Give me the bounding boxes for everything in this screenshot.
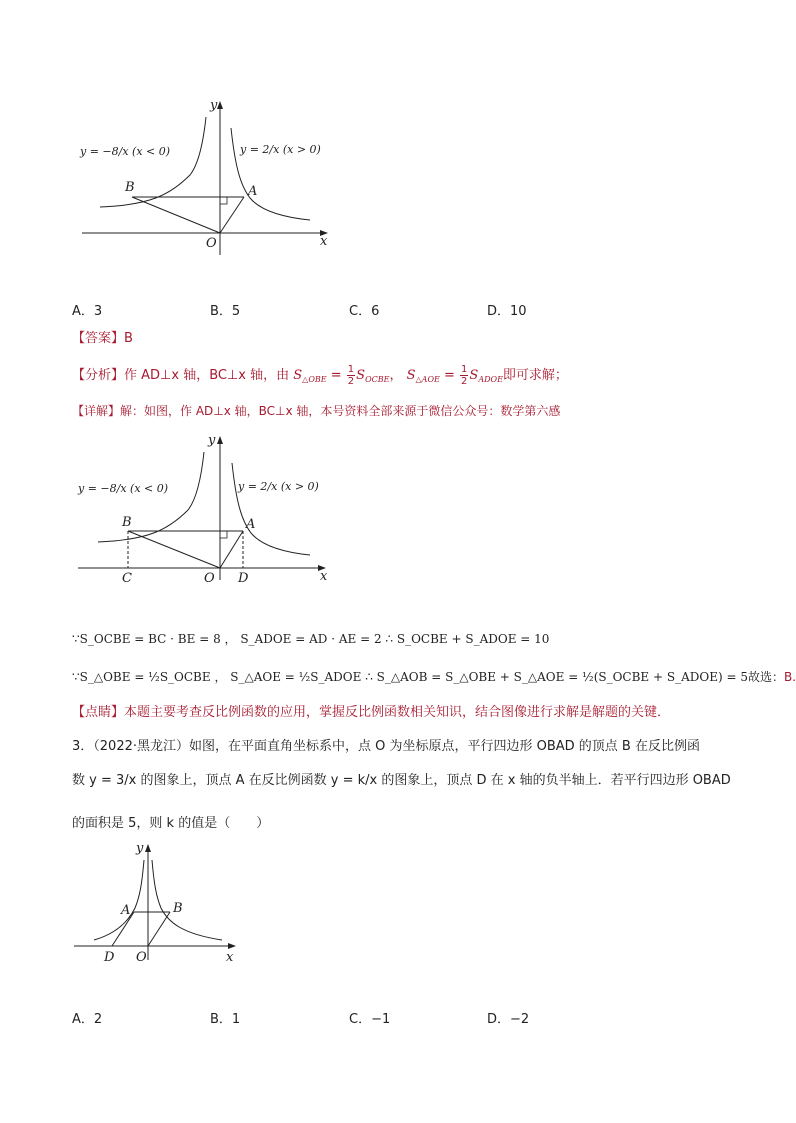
analysis-line: 【分析】作 AD⊥x 轴，BC⊥x 轴，由 $S_{\triangle OBE}$ = $\frac{1}{2}$ $S_{OCBE}$， $S_{\triangle AOE}$ = $\frac{1}{2}$ $S_{ADOE}$即可求解； <box>72 364 568 387</box>
solution-line-1-text: ∵S_OCBE = BC · BE = 8 ， S_ADOE = AD · AE = 2 ∴ S_OCBE + S_ADOE = 10 <box>72 632 550 646</box>
point-a-label: A <box>121 903 131 918</box>
y-axis-label: y <box>208 433 216 448</box>
answer-tag: 【答案】 <box>72 331 125 346</box>
y-axis-arrow <box>217 436 223 444</box>
solution-line-2-text: ∵S_△OBE = ½S_OCBE ， S_△AOE = ½S_ADOE ∴ S_△AOB = S_△OBE + S_△AOE = ½(S_OCBE + S_ADOE) = 5 <box>72 670 748 684</box>
q2-option-a[interactable]: A．3 <box>72 304 103 319</box>
comment-line <box>72 704 670 722</box>
point-d-label: D <box>238 571 249 586</box>
x-axis-label: x <box>226 950 234 965</box>
q3-option-b[interactable]: B．1 <box>210 1012 241 1027</box>
x-axis-arrow <box>228 943 236 949</box>
figure-1 <box>70 95 340 260</box>
segment-ao <box>220 197 244 233</box>
answer-line <box>72 330 133 348</box>
detail-text: 解：如图，作 AD⊥x 轴，BC⊥x 轴，本号资料全部来源于微信公众号：数学第六感 <box>120 404 561 418</box>
solution-choice: B. <box>784 670 796 684</box>
y-axis-arrow <box>145 844 151 852</box>
right-hyperbola <box>152 860 222 940</box>
left-curve-label: y = −8/x (x < 0) <box>80 145 171 158</box>
right-hyperbola <box>231 128 310 220</box>
right-angle-mark <box>220 197 227 204</box>
answer-value: B <box>124 331 133 346</box>
right-curve-label: y = 2/x (x > 0) <box>238 480 319 493</box>
segment-bo <box>148 912 170 946</box>
x-axis-label: x <box>320 234 328 249</box>
point-b-label: B <box>125 180 135 195</box>
solution-line-1 <box>72 630 549 648</box>
y-axis-label: y <box>210 98 218 113</box>
point-c-label: C <box>122 571 132 586</box>
point-d-label: D <box>104 950 115 965</box>
analysis-eq2-rhs-sub: ADOE <box>478 375 503 384</box>
origin-label: O <box>136 950 147 965</box>
q2-option-b[interactable]: B．5 <box>210 304 241 319</box>
analysis-eq1-rhs: S <box>356 368 366 383</box>
solution-line-2 <box>72 668 796 686</box>
right-curve-label: y = 2/x (x > 0) <box>240 143 321 156</box>
analysis-eq2-lhs-sub: △AOE <box>415 375 440 384</box>
comment-text: 本题主要考查反比例函数的应用，掌握反比例函数相关知识，结合图像进行求解是解题的关键． <box>124 705 671 720</box>
comment-tag: 【点睛】 <box>72 705 125 720</box>
analysis-eq1-lhs-sub: △OBE <box>302 375 327 384</box>
q3-line-3-text: 的面积是 5，则 k 的值是（ ） <box>72 816 270 831</box>
left-hyperbola <box>100 117 206 207</box>
point-b-label: B <box>122 515 132 530</box>
q3-option-d[interactable]: D．−2 <box>487 1012 530 1027</box>
analysis-eq2-frac: $\frac{1}{2}$ <box>461 364 468 387</box>
analysis-eq1-rhs-sub: OCBE <box>365 375 390 384</box>
point-b-label: B <box>173 901 183 916</box>
q3-line-1-text: 3．（2022·黑龙江）如图，在平面直角坐标系中，点 O 为坐标原点，平行四边形 OBAD 的顶点 B 在反比例函 <box>72 739 700 754</box>
analysis-text-1: 作 AD⊥x 轴，BC⊥x 轴，由 <box>124 368 294 383</box>
point-a-label: A <box>246 517 256 532</box>
q2-option-d[interactable]: D．10 <box>487 304 527 319</box>
segment-bo <box>132 197 220 233</box>
analysis-eq2-lhs: S <box>406 368 416 383</box>
figure-3 <box>70 838 250 968</box>
q3-line-1 <box>72 738 700 756</box>
analysis-tag: 【分析】 <box>72 368 125 383</box>
origin-label: O <box>206 236 217 251</box>
solution-choose-text: 故选： <box>747 670 784 684</box>
point-a-label: A <box>248 184 258 199</box>
q3-line-2 <box>72 772 731 790</box>
analysis-eq1-frac: $\frac{1}{2}$ <box>347 364 355 387</box>
y-axis-arrow <box>217 101 223 109</box>
q3-line-2-text: 数 y = 3/x 的图象上，顶点 A 在反比例函数 y = k/x 的图象上，顶点 D 在 x 轴的负半轴上．若平行四边形 OBAD <box>72 773 731 788</box>
left-hyperbola <box>98 452 204 542</box>
analysis-text-2: 即可求解； <box>502 368 568 383</box>
detail-line <box>72 402 560 420</box>
left-hyperbola <box>94 860 144 940</box>
right-angle-mark <box>220 531 227 538</box>
q3-line-3 <box>72 815 269 833</box>
analysis-eq2-rhs: S <box>469 368 479 383</box>
analysis-eq1-lhs: S <box>293 368 303 383</box>
y-axis-label: y <box>136 841 144 856</box>
segment-bo <box>128 531 220 568</box>
detail-tag: 【详解】 <box>72 404 121 418</box>
left-curve-label: y = −8/x (x < 0) <box>78 482 169 495</box>
q2-option-c[interactable]: C．6 <box>349 304 380 319</box>
right-hyperbola <box>232 463 310 555</box>
x-axis-label: x <box>320 569 328 584</box>
q3-option-a[interactable]: A．2 <box>72 1012 103 1027</box>
q3-option-c[interactable]: C．−1 <box>349 1012 391 1027</box>
segment-ao <box>220 531 243 568</box>
origin-label: O <box>204 571 215 586</box>
figure-2 <box>70 430 340 590</box>
